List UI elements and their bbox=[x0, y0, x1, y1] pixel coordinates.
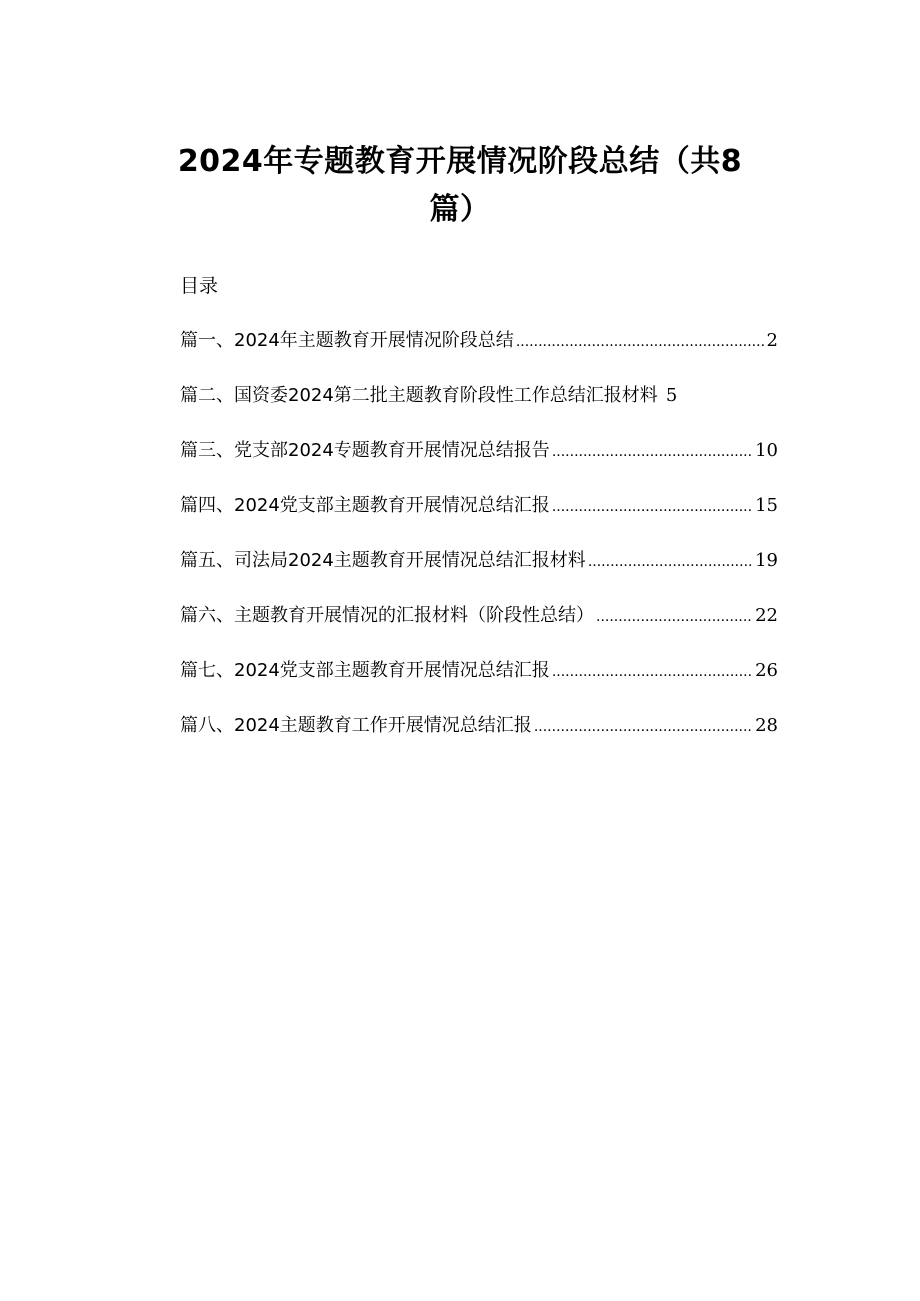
toc-entry-number: 篇七、 bbox=[180, 660, 234, 681]
toc-entry-1[interactable] bbox=[180, 326, 778, 381]
toc-dot-leader bbox=[552, 657, 753, 687]
toc-entry-4[interactable] bbox=[180, 491, 778, 546]
toc-entry-page: 10 bbox=[755, 440, 778, 461]
toc-entry-title: 司法局2024主题教育开展情况总结汇报材料 bbox=[234, 550, 586, 571]
toc-entry-title: 党支部2024专题教育开展情况总结报告 bbox=[234, 440, 550, 461]
toc-entry-5[interactable] bbox=[180, 546, 778, 601]
toc-entry-number: 篇二、 bbox=[180, 385, 234, 406]
toc-entry-number: 篇四、 bbox=[180, 495, 234, 516]
toc-entry-title: 2024党支部主题教育开展情况总结汇报 bbox=[234, 495, 550, 516]
toc-entry-page: 15 bbox=[755, 495, 778, 516]
toc-entry-7[interactable] bbox=[180, 656, 778, 711]
toc-entry-title: 2024党支部主题教育开展情况总结汇报 bbox=[234, 660, 550, 681]
toc-entry-3[interactable] bbox=[180, 436, 778, 491]
toc-entry-2[interactable] bbox=[180, 381, 778, 436]
document-title: 2024年专题教育开展情况阶段总结（共8篇） bbox=[177, 144, 743, 227]
toc-heading: 目录 bbox=[180, 275, 219, 297]
toc-dot-leader bbox=[552, 437, 753, 467]
toc-entry-page: 26 bbox=[755, 660, 778, 681]
toc-entry-page: 28 bbox=[755, 715, 778, 736]
toc-dot-leader bbox=[588, 547, 753, 577]
toc-dot-leader bbox=[534, 712, 753, 742]
toc-entry-title: 主题教育开展情况的汇报材料（阶段性总结） bbox=[234, 605, 594, 626]
toc-entry-number: 篇五、 bbox=[180, 550, 234, 571]
toc-dot-leader bbox=[552, 492, 753, 522]
toc-entry-8[interactable] bbox=[180, 711, 778, 766]
toc-dot-leader bbox=[516, 327, 765, 357]
toc-entry-number: 篇八、 bbox=[180, 715, 234, 736]
toc-entry-number: 篇一、 bbox=[180, 330, 234, 351]
toc-entry-title: 2024年主题教育开展情况阶段总结 bbox=[234, 330, 514, 351]
table-of-contents bbox=[180, 326, 778, 766]
toc-entry-title: 国资委2024第二批主题教育阶段性工作总结汇报材料 bbox=[234, 385, 658, 406]
toc-entry-title: 2024主题教育工作开展情况总结汇报 bbox=[234, 715, 532, 736]
toc-entry-page: 22 bbox=[755, 605, 778, 626]
toc-entry-page: 19 bbox=[755, 550, 778, 571]
toc-entry-page: 2 bbox=[766, 330, 778, 351]
toc-dot-leader bbox=[596, 602, 753, 632]
toc-entry-number: 篇三、 bbox=[180, 440, 234, 461]
toc-entry-page: 5 bbox=[665, 385, 678, 406]
toc-entry-number: 篇六、 bbox=[180, 605, 234, 626]
toc-entry-6[interactable] bbox=[180, 601, 778, 656]
